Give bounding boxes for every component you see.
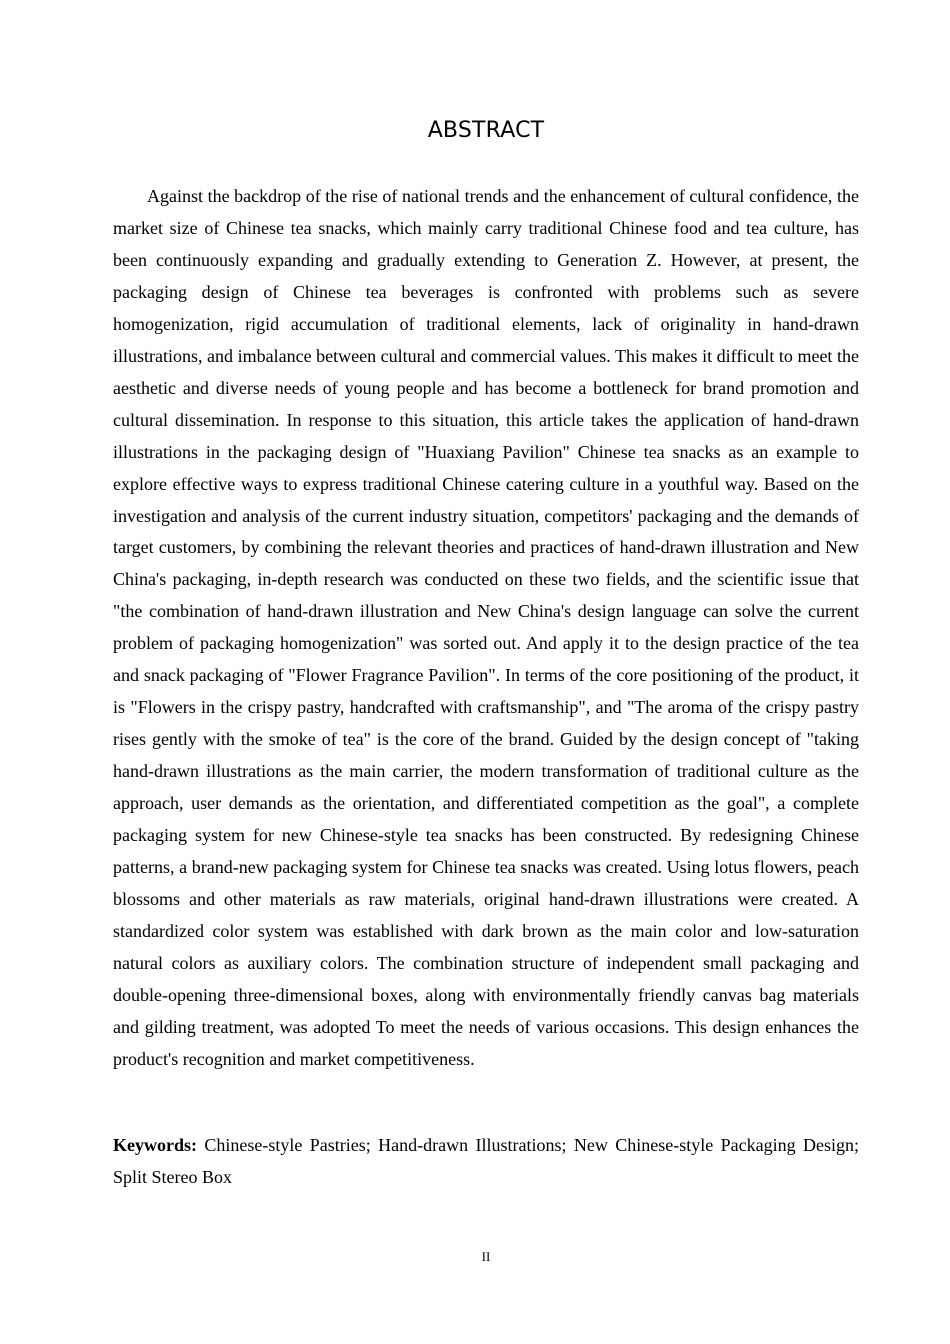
- page-number: II: [481, 1249, 491, 1264]
- keywords-paragraph: [113, 1129, 859, 1193]
- keywords-label: Keywords:: [113, 1135, 197, 1155]
- keywords-text: Chinese-style Pastries; Hand-drawn Illustrations; New Chinese-style Packaging Design; Split Stereo Box: [113, 1135, 859, 1187]
- abstract-body: Against the backdrop of the rise of national trends and the enhancement of cultural confidence, the market size of Chinese tea snacks, which mainly carry traditional Chinese food and tea culture, has been continuously expanding and gradually extending to Generation Z. However, at present, the packaging design of Chinese tea beverages is confronted with problems such as severe homogenization, rigid accumulation of traditional elements, lack of originality in hand-drawn illustrations, and imbalance between cultural and commercial values. This makes it difficult to meet the aesthetic and diverse needs of young people and has become a bottleneck for brand promotion and cultural dissemination. In response to this situation, this article takes the application of hand-drawn illustrations in the packaging design of "Huaxiang Pavilion" Chinese tea snacks as an example to explore effective ways to express traditional Chinese catering culture in a youthful way. Based on the investigation and analysis of the current industry situation, competitors' packaging and the demands of target customers, by combining the relevant theories and practices of hand-drawn illustration and New China's packaging, in-depth research was conducted on these two fields, and the scientific issue that "the combination of hand-drawn illustration and New China's design language can solve the current problem of packaging homogenization" was sorted out. And apply it to the design practice of the tea and snack packaging of "Flower Fragrance Pavilion". In terms of the core positioning of the product, it is "Flowers in the crispy pastry, handcrafted with craftsmanship", and "The aroma of the crispy pastry rises gently with the smoke of tea" is the core of the brand. Guided by the design concept of "taking hand-drawn illustrations as the main carrier, the modern transformation of traditional culture as the approach, user demands as the orientation, and differentiated competition as the goal", a complete packaging system for new Chinese-style tea snacks has been constructed. By redesigning Chinese patterns, a brand-new packaging system for Chinese tea snacks was created. Using lotus flowers, peach blossoms and other materials as raw materials, original hand-drawn illustrations were created. A standardized color system was established with dark brown as the main color and low-saturation natural colors as auxiliary colors. The combination structure of independent small packaging and double-opening three-dimensional boxes, along with environmentally friendly canvas bag materials and gilding treatment, was adopted To meet the needs of various occasions. This design enhances the product's recognition and market competitiveness.: [113, 186, 859, 1069]
- abstract-title: ABSTRACT: [427, 118, 545, 143]
